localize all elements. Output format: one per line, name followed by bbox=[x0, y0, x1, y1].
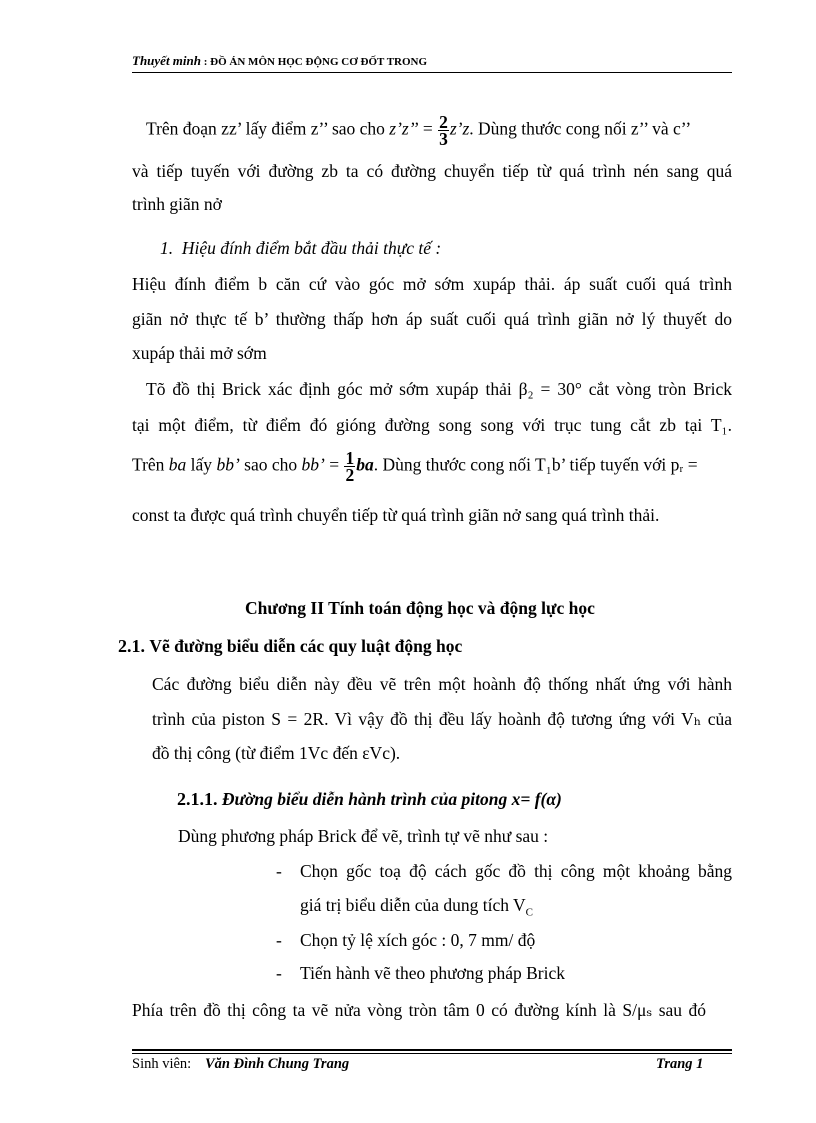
item1-heading bbox=[160, 238, 441, 258]
section-2-1-1-title: Đường biểu diễn hành trình của pitong x= f(α) bbox=[221, 789, 562, 809]
bullet1-line2-text: giá trị biểu diễn của dung tích V bbox=[300, 895, 526, 915]
para4-line3: đồ thị công (từ điểm 1Vc đến εVc). bbox=[152, 743, 401, 763]
footer-student-name: Văn Đình Chung Trang bbox=[205, 1056, 350, 1072]
fraction-one-half bbox=[344, 450, 355, 483]
item1-number: 1. bbox=[160, 238, 174, 258]
para2-line1: Hiệu đính điểm b căn cứ vào góc mở sớm xupáp thải. áp suất cuối quá trình bbox=[132, 274, 732, 294]
para1-text-b: . Dùng thước cong nối z’’ và c’’ bbox=[469, 118, 692, 139]
para1-line3: trình giãn nở bbox=[132, 194, 222, 214]
para3-ba2: ba bbox=[356, 454, 374, 475]
section-2-1-1-heading bbox=[177, 789, 562, 809]
para1-rhs: z’z bbox=[449, 118, 470, 139]
fraction-numerator: 2 bbox=[439, 112, 448, 132]
fraction-denominator: 2 bbox=[345, 465, 355, 485]
bullet1-line2 bbox=[300, 895, 533, 923]
para3-line1: Tõ đồ thị Brick xác định góc mở sớm xupáp thải β₂ = 30° cắt vòng tròn Brick bbox=[146, 379, 732, 399]
section-2-1-1-number: 2.1.1. bbox=[177, 789, 218, 809]
header-rule bbox=[132, 72, 732, 73]
para3-eq: = bbox=[324, 454, 344, 475]
para3-c: sao cho bbox=[239, 454, 302, 475]
para3-line4: const ta được quá trình chuyển tiếp từ quá trình giãn nở sang quá trình thải. bbox=[132, 505, 660, 525]
section-2-1-number: 2.1. bbox=[118, 636, 145, 656]
bullet2: Chọn tỷ lệ xích góc : 0, 7 mm/ độ bbox=[300, 930, 536, 950]
para3-bb: bb’ bbox=[216, 454, 240, 475]
bullet-dash: - bbox=[276, 930, 282, 950]
header-title: ĐỒ ÁN MÔN HỌC ĐỘNG CƠ ĐỐT TRONG bbox=[210, 56, 428, 68]
para1-lhs: z’z’’ bbox=[389, 118, 419, 139]
fraction-denominator: 3 bbox=[439, 129, 448, 149]
para3-a: Trên bbox=[132, 454, 169, 475]
item1-title: Hiệu đính điểm bắt đầu thải thực tế : bbox=[181, 238, 442, 258]
para3-ba: ba bbox=[168, 454, 187, 475]
para3-d: . Dùng thước cong nối T₁b’ tiếp tuyến với pᵣ = bbox=[373, 454, 698, 475]
bullet-dash: - bbox=[276, 963, 282, 983]
para3-line3 bbox=[132, 450, 698, 483]
header-separator: : bbox=[201, 56, 211, 68]
para3-line2: tại một điểm, từ điểm đó gióng đường song song với trục tung cắt zb tại T₁. bbox=[132, 415, 732, 435]
para4-line2: trình của piston S = 2R. Vì vậy đồ thị đều lấy hoành độ tương ứng với Vₕ của bbox=[152, 709, 732, 729]
para2-line2: giãn nở thực tế b’ thường thấp hơn áp suất cuối quá trình giãn nở lý thuyết do bbox=[132, 309, 732, 329]
bullet1-line2-subscript: C bbox=[525, 906, 534, 919]
section-2-1-title: Vẽ đường biểu diễn các quy luật động học bbox=[149, 636, 463, 656]
para2-line3: xupáp thải mở sớm bbox=[132, 343, 267, 363]
header-prefix: Thuyết minh bbox=[132, 53, 201, 68]
page-header bbox=[132, 53, 427, 69]
bullet1-line1: Chọn gốc toạ độ cách gốc đồ thị công một khoảng bằng bbox=[300, 861, 732, 881]
section-2-1-heading bbox=[118, 636, 462, 656]
chapter-title: Chương II Tính toán động học và động lực học bbox=[245, 598, 595, 618]
para5: Dùng phương pháp Brick để vẽ, trình tự vẽ như sau : bbox=[178, 826, 549, 846]
footer-student-label: Sinh viên: bbox=[132, 1056, 192, 1072]
para4-line1: Các đường biểu diễn này đều vẽ trên một hoành độ thống nhất ứng với hành bbox=[152, 674, 732, 694]
fraction-two-thirds bbox=[438, 114, 449, 147]
footer-rule-thin bbox=[132, 1053, 732, 1054]
para1-line1 bbox=[146, 114, 691, 147]
footer-page-number: Trang 1 bbox=[656, 1056, 704, 1072]
para1-line2: và tiếp tuyến với đường zb ta có đường chuyển tiếp từ quá trình nén sang quá bbox=[132, 161, 732, 181]
footer-rule bbox=[132, 1049, 732, 1051]
para1-text-a: Trên đoạn zz’ lấy điểm z’’ sao cho bbox=[146, 118, 390, 139]
para3-b: lấy bbox=[186, 454, 217, 475]
fraction-numerator: 1 bbox=[345, 448, 355, 468]
para1-eq: = bbox=[418, 118, 438, 139]
bullet3: Tiến hành vẽ theo phương pháp Brick bbox=[300, 963, 566, 983]
para3-bb2: bb’ bbox=[301, 454, 325, 475]
para6: Phía trên đồ thị công ta vẽ nửa vòng tròn tâm 0 có đường kính là S/μₛ sau đó bbox=[132, 1000, 706, 1020]
bullet-dash: - bbox=[276, 861, 282, 881]
